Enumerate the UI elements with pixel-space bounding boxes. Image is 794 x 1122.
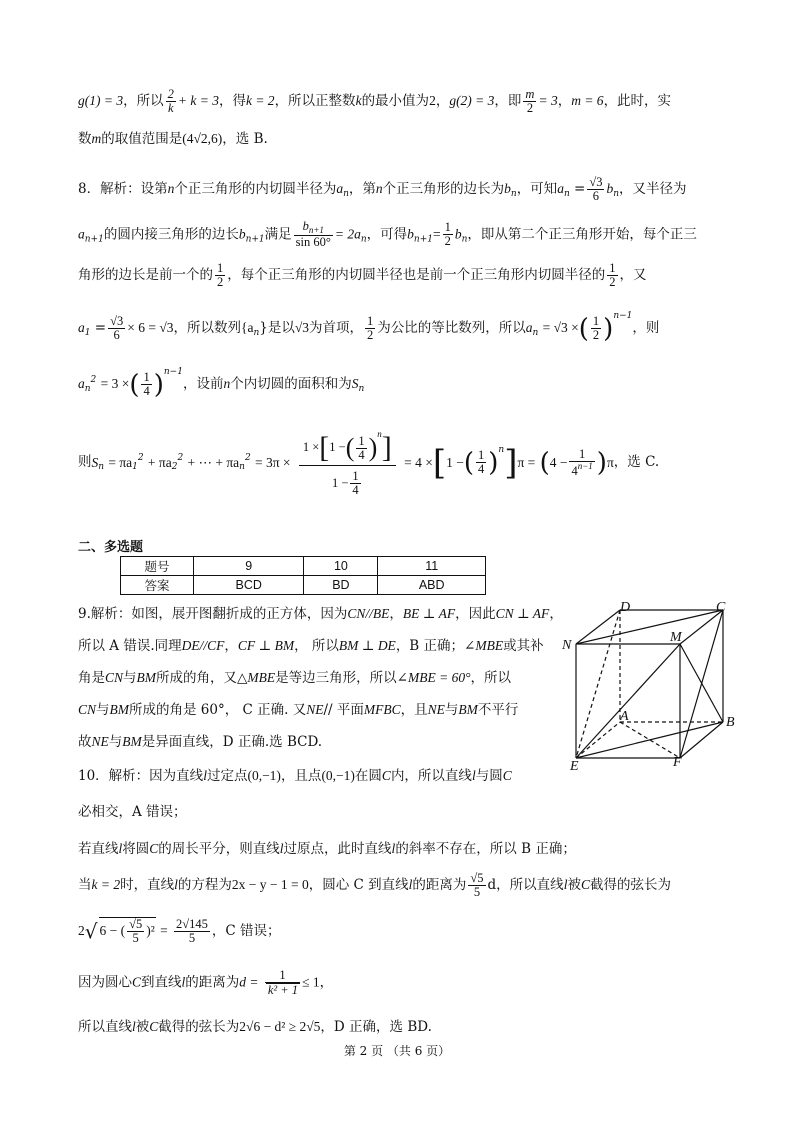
cube-label-d: D: [620, 600, 631, 615]
solution-line: 因为圆心C到直线l的距离为d = $\frac{1}{\text{k² + 1}}$ ≤ 1，: [78, 968, 334, 998]
cube-label-m: M: [670, 630, 682, 645]
fraction: $\frac{1}{\text{k² + 1}}$: [265, 969, 300, 997]
fraction: $\frac{√5}{5}$: [470, 871, 484, 900]
solution-line: 10．解析：因为直线l过定点(0,−1)，且点(0,−1)在圆C内，所以直线l与圆C: [78, 768, 512, 784]
solution-line: 所以直线l被C截得的弦长为2√6 − d² ≥ 2√5，D 正确，选 BD.: [78, 1019, 432, 1035]
solution-line: 9.解析：如图，展开图翻折成的正方体，因为CN//BE，BE ⊥ AF，因此CN ⊥ AF，: [78, 606, 563, 622]
cube-label-n: N: [562, 638, 572, 653]
fraction: $\frac{1}{2}$: [217, 261, 224, 290]
cube-label-e: E: [570, 759, 579, 770]
solution-line: 则$S_n = \pi a_1^2 + \pi a_2^2$ + ⋯ + $\pi a_n^2 = 3\pi$ × 1 ×[1 −( $\frac{1}{4}$ )$^n$] 1 − $\frac{1}{4}$ = 4 ×[1 −( $\frac{1}{4}$ )$^n$]π = (4 − $\frac{1}{4^{n-1}}$ )π，选 C.: [78, 429, 660, 498]
solution-line: 必相交，A 错误；: [78, 804, 187, 820]
cube-diagram: [560, 600, 742, 770]
fraction: $\frac{m}{2}$: [525, 87, 535, 116]
section-heading: 二、多选题: [78, 540, 144, 555]
fraction: $\frac{1}{2}$: [367, 313, 374, 342]
cube-label-f: F: [673, 755, 682, 770]
cube-label-a: A: [620, 709, 629, 724]
solution-line: 当k = 2时，直线l的方程为2x − y − 1 = 0，圆心 C 到直线l的距离为 $\frac{√5}{5}$ d，所以直线l被C截得的弦长为: [78, 871, 671, 900]
fraction: $\frac{b_{n+1}}{\sin 60^\circ}$: [295, 219, 331, 250]
solution-line: CN与BM所成的角是 60°， C 正确. 又NE// 平面MFBC，且NE与BM不平行: [78, 702, 519, 718]
answer-table: [120, 556, 486, 595]
fraction: 1 ×[1 −( $\frac{1}{4}$ )$^n$] 1 − $\frac{1}{4}$: [299, 428, 396, 497]
fraction: $\frac{1}{4}$: [143, 369, 150, 398]
page-footer: 第 2 页 （共 6 页）: [343, 1044, 451, 1058]
solution-line: 角形的边长是前一个的 $\frac{1}{2}$ ，每个正三角形的内切圆半径也是前一个正三角形内切圆半径的 $\frac{1}{2}$ ，又: [78, 261, 647, 290]
solution-line: 数m的取值范围是(4√2,6)，选 B.: [78, 131, 268, 147]
fraction: $\frac{2}{k}$: [167, 87, 174, 116]
solution-line: 所以 A 错误.同理DE//CF，CF ⊥ BM， 所以BM ⊥ DE，B 正确；∠MBE或其补: [78, 638, 544, 654]
solution-line: g(1) = 3，所以 $\frac{2}{k}$ + k = 3，得k = 2，所以正整数k的最小值为2，g(2) = 3，即 $\frac{m}{2}$ = 3，m = 6，此时，实: [78, 87, 672, 116]
cube-label-b: B: [726, 715, 735, 730]
table-row: 题号 9 10 11: [121, 557, 486, 576]
cube-label-c: C: [716, 600, 726, 615]
fraction: $\frac{√3}{6}$: [110, 313, 124, 342]
solution-line: 8．解析：设第n个正三角形的内切圆半径为$a_n$，第n个正三角形的边长为$b_n$，可知$a_n$ = $\frac{√3}{6}$ $b_n$，又半径为: [78, 175, 687, 204]
solution-line: $a_n^2 = 3$ ×( $\frac{1}{4}$ )$^{n-1}$，设前n个内切圆的面积和为$S_n$: [78, 367, 365, 400]
fraction: $\frac{1}{2}$: [444, 220, 451, 249]
fraction: $\frac{1}{2}$: [592, 313, 600, 342]
fraction: $\frac{2√145}{5}$: [176, 917, 208, 946]
fraction: $\frac{√3}{6}$: [589, 175, 603, 204]
solution-line: $a_{n+1}$的圆内接三角形的边长$b_{n+1}$满足 $\frac{b_{n+1}}{\sin 60^\circ}$ = $2a_n$，可得$b_{n+1}=$ $\frac{1}{2}$ $b_n$，即从第二个正三角形开始，每个正三: [78, 219, 697, 250]
solution-line: 若直线l将圆C的周长平分，则直线l过原点，此时直线l的斜率不存在，所以 B 正确；: [78, 841, 576, 857]
solution-line: 2√ 6 − ( $\frac{√5}{5}$ )² = $\frac{2√145}{5}$ ，C 错误；: [78, 917, 281, 946]
fraction: $\frac{1}{2}$: [609, 261, 616, 290]
table-row: 答案 BCD BD ABD: [121, 576, 486, 595]
solution-line: 角是CN与BM所成的角，又△MBE是等边三角形，所以∠MBE = 60°，所以: [78, 670, 511, 686]
solution-line: $a_1$ = $\frac{√3}{6}$ × 6 = √3，所以数列$\{a_n\}$是以√3为首项， $\frac{1}{2}$ 为公比的等比数列，所以$a_n = √3$ ×( $\frac{1}{2}$ )$^{n-1}$，则: [78, 311, 660, 344]
solution-line: 故NE与BM是异面直线，D 正确.选 BCD.: [78, 734, 323, 750]
